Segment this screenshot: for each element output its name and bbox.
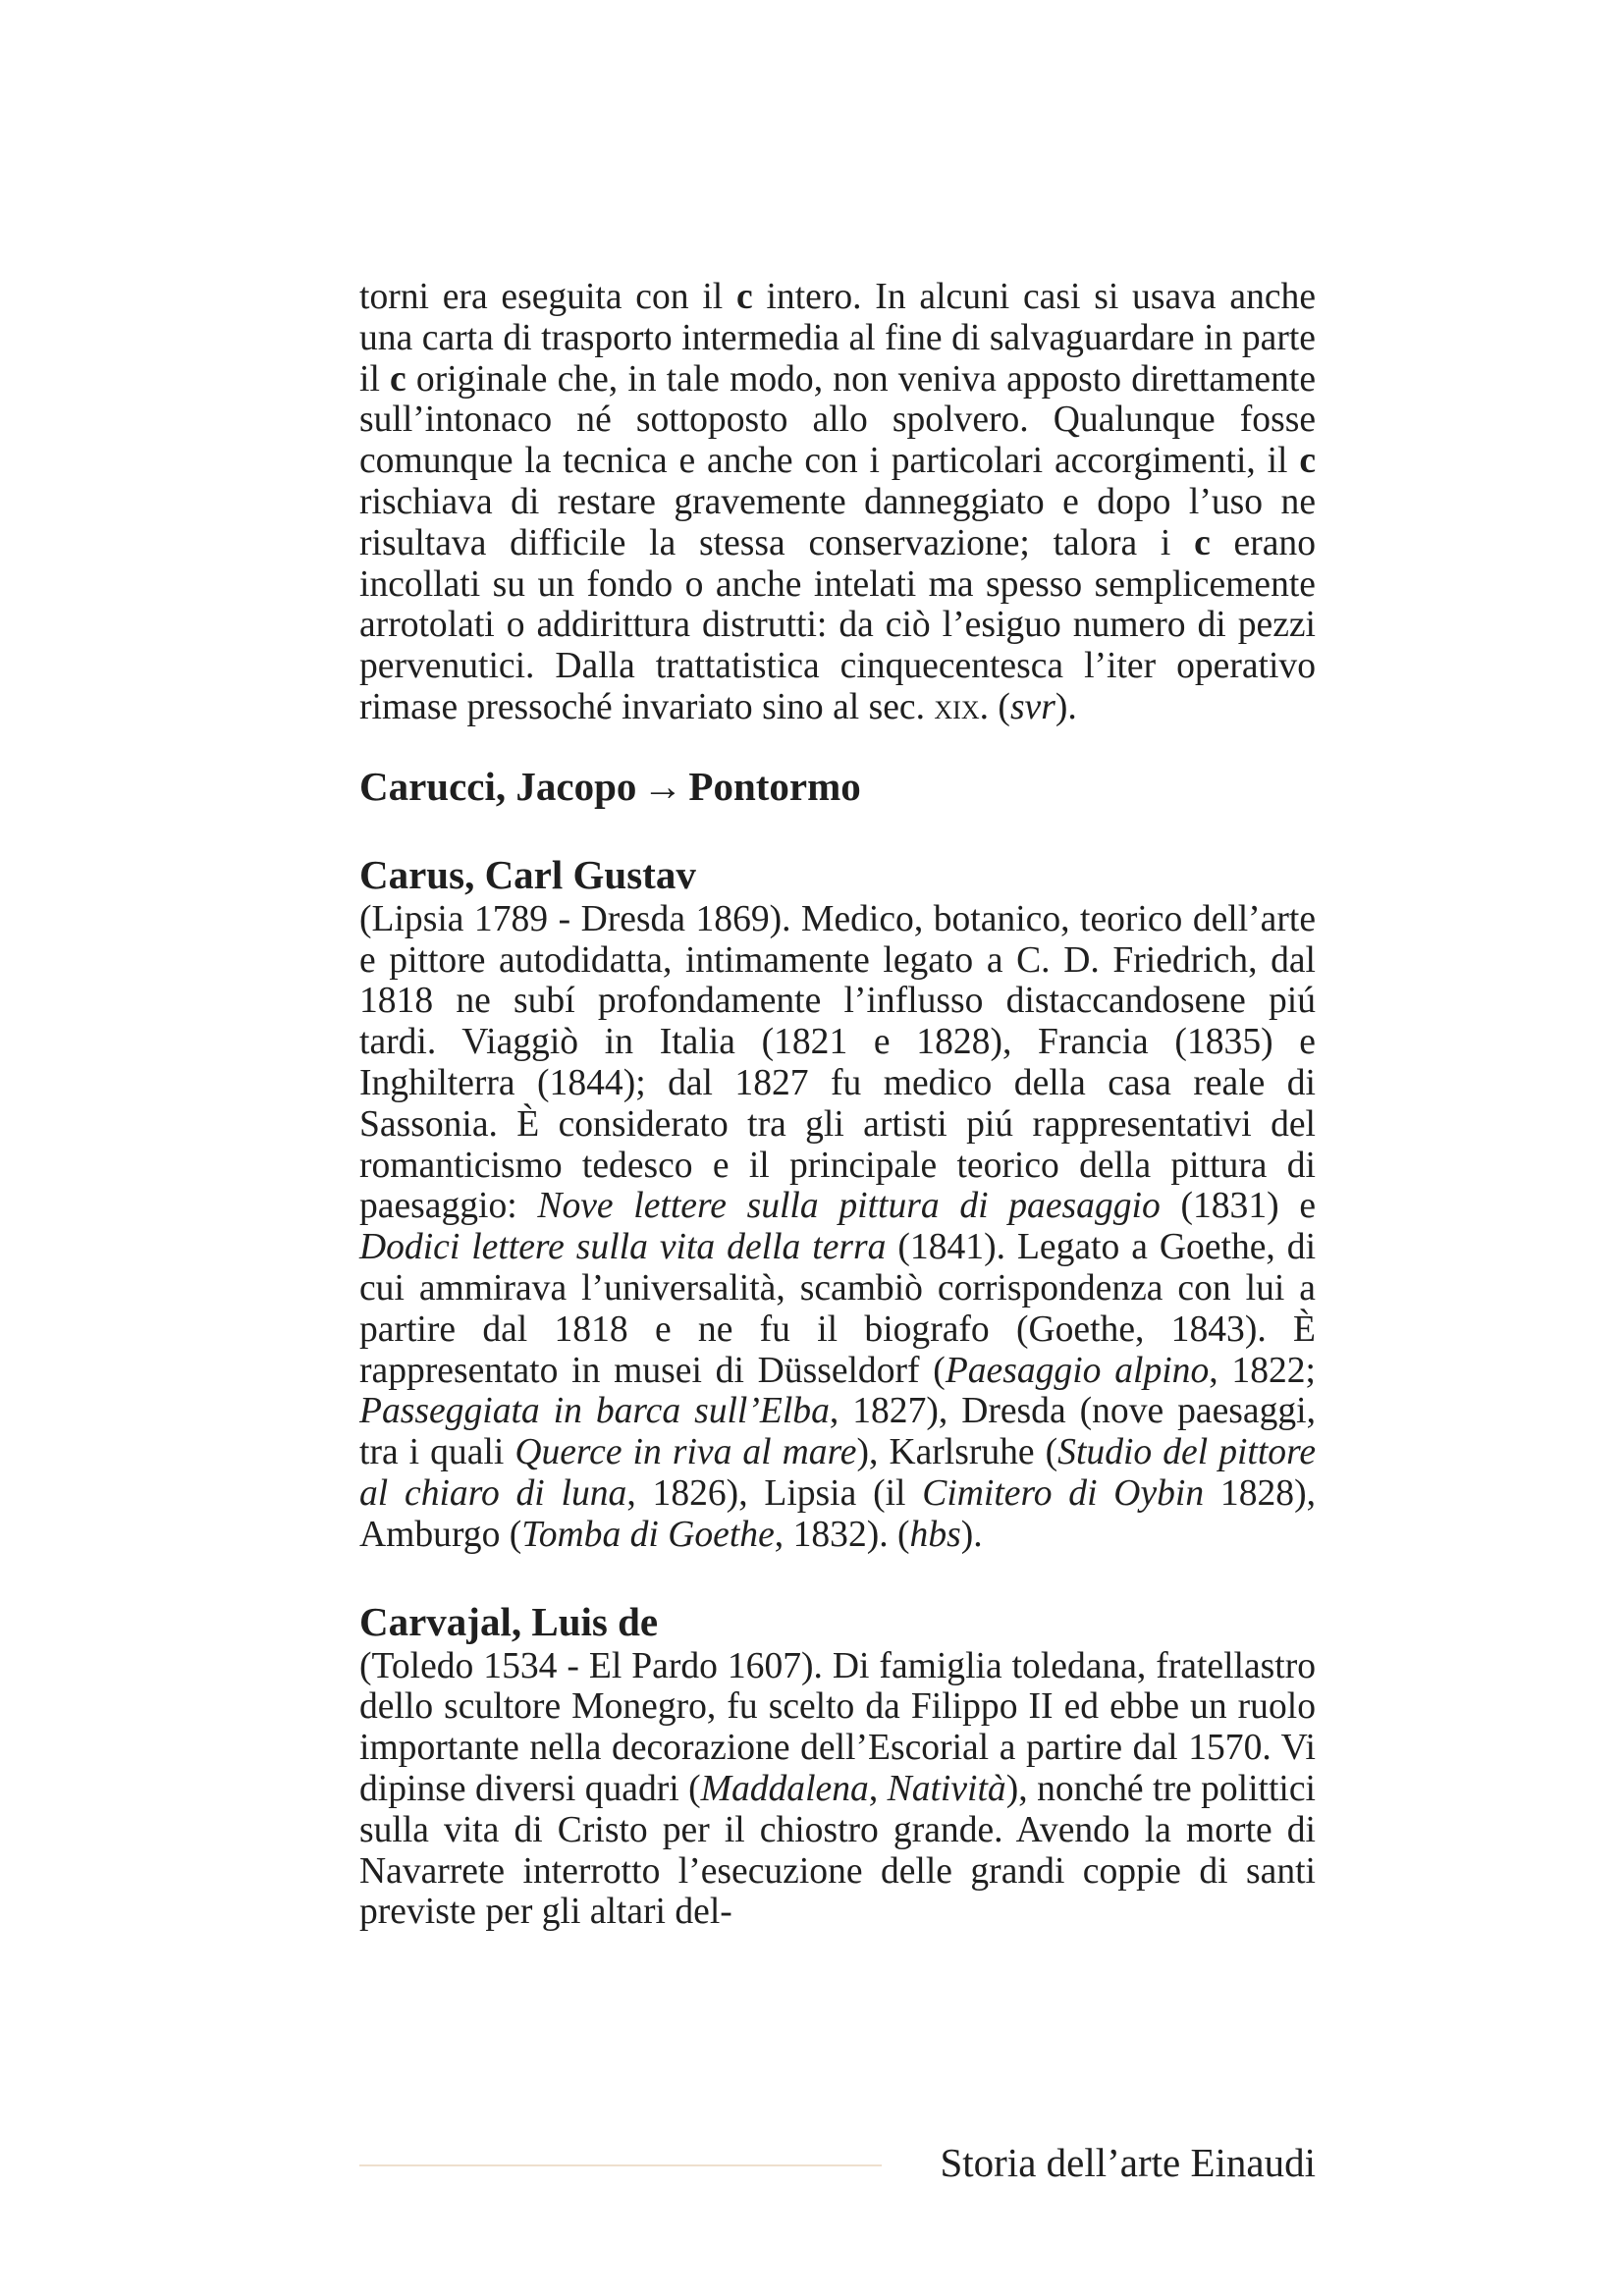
text-run: (Toledo 1534 - El Pardo 1607). Di famiglia toledana, fratellastro dello scultore Monegro, fu scelto da Filippo II ed ebbe un ruolo importante nella decorazione dell’Escorial a partire dal 1570. Vi dipinse diversi quadri (: [359, 1645, 1316, 1809]
footer-title: Storia dell’arte Einaudi: [940, 2140, 1316, 2185]
abbrev-c: c: [1194, 522, 1211, 563]
text-run: ).: [1055, 686, 1077, 727]
text-run: originale che, in tale modo, non veniva apposto direttamente sull’intonaco né sottoposto allo spolvero. Qualunque fosse comunque la tecnica e anche con i particolari accorgimenti, il: [359, 358, 1316, 482]
entry-name: Carucci, Jacopo: [359, 763, 637, 809]
footer-divider: [359, 2164, 882, 2166]
century-numeral: xix: [934, 686, 980, 727]
cross-reference-arrow-icon: →: [642, 763, 683, 809]
work-title: Natività: [887, 1768, 1006, 1809]
intro-paragraph: [359, 277, 1316, 728]
work-title: Studio del pittore al chiaro di luna: [359, 1432, 1316, 1514]
text-run: (1831) e: [1160, 1186, 1316, 1227]
text-run: torni era eseguita con il: [359, 277, 737, 317]
work-title: Tomba di Goethe: [521, 1514, 775, 1555]
text-run: , 1822;: [1209, 1350, 1316, 1391]
text-run: , 1826), Lipsia (il: [626, 1472, 923, 1514]
abbrev-c: c: [736, 277, 753, 317]
author-initials: hbs: [909, 1514, 961, 1555]
abbrev-c: c: [1299, 441, 1316, 482]
text-run: , 1827), Dresda (nove paesaggi, tra i quali: [359, 1391, 1316, 1473]
work-title: Passeggiata in barca sull’Elba: [359, 1391, 830, 1432]
text-run: ), nonché tre polittici sulla vita di Cristo per il chiostro grande. Avendo la morte di Navarrete interrotto l’esecuzione delle grandi coppie di santi previste per gli altari del-: [359, 1768, 1316, 1933]
text-run: ).: [960, 1514, 983, 1555]
work-title: Querce in riva al mare: [514, 1432, 857, 1473]
entry-body-carvajal: [359, 1646, 1316, 1934]
entry-body-carus: [359, 899, 1316, 1556]
work-title: Cimitero di Oybin: [922, 1472, 1205, 1514]
work-title: Paesaggio alpino: [945, 1350, 1210, 1391]
text-run: intero. In alcuni casi si usava anche una carta di trasporto intermedia al fine di salvaguardare in parte il: [359, 277, 1316, 400]
work-title: Dodici lettere sulla vita della terra: [359, 1227, 887, 1268]
abbrev-c: c: [390, 358, 406, 400]
cross-reference-link[interactable]: Pontormo: [688, 763, 861, 809]
text-run: ), Karlsruhe (: [856, 1432, 1058, 1473]
entry-heading-carus: Carus, Carl Gustav: [359, 851, 696, 897]
text-run: ,: [868, 1768, 888, 1809]
text-run: erano incollati su un fondo o anche intelati ma spesso semplicemente arrotolati o addirittura distrutti: da ciò l’esiguo numero di pezzi pervenutici. Dalla trattatistica cinquecentesca l’iter operativo rimase pressoché invariato sino al sec.: [359, 522, 1316, 727]
work-title: Nove lettere sulla pittura di paesaggio: [537, 1186, 1161, 1227]
entry-heading-carucci: [359, 764, 1316, 809]
entry-heading-carvajal: Carvajal, Luis de: [359, 1598, 659, 1644]
text-run: rischiava di restare gravemente danneggiato e dopo l’uso ne risultava difficile la stessa conservazione; talora i: [359, 481, 1316, 563]
text-run: (1841). Legato a Goethe, di cui ammirava l’universalità, scambiò corrispondenza con lui a partire dal 1818 e ne fu il biografo (Goethe, 1843). È rappresentato in musei di Düsseldorf (: [359, 1227, 1317, 1391]
text-run: (Lipsia 1789 - Dresda 1869). Medico, botanico, teorico dell’arte e pittore autodidatta, intimamente legato a C. D. Friedrich, dal 1818 ne subí profondamente l’influsso distaccandosene piú tardi. Viaggiò in Italia (1821 e 1828), Francia (1835) e Inghilterra (1844); dal 1827 fu medico della casa reale di Sassonia. È considerato tra gli artisti piú rappresentativi del romanticismo tedesco e il principale teorico della pittura di paesaggio:: [359, 898, 1316, 1227]
text-run: , 1832). (: [774, 1514, 910, 1555]
page-body: [359, 277, 1316, 1933]
text-run: 1828), Amburgo (: [359, 1472, 1316, 1555]
author-initials: svr: [1009, 686, 1055, 727]
text-run: . (: [979, 686, 1010, 727]
work-title: Maddalena: [700, 1768, 869, 1809]
